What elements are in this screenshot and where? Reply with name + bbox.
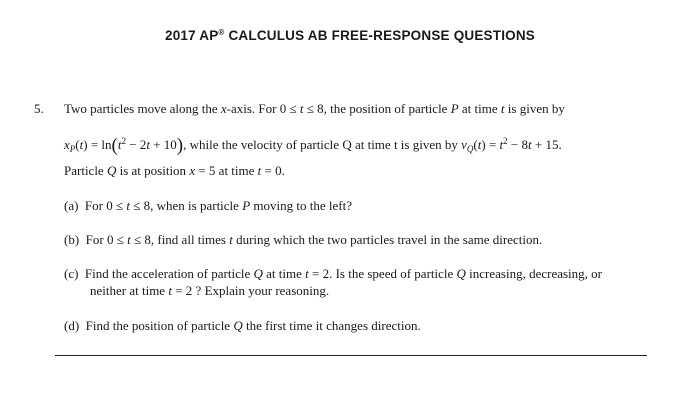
bottom-rule [55,355,647,356]
question-line-2: $x_P(t) = \ln(t^2 - 2t + 10)$, while the velocity of particle Q at time t is given by $v_Q(t) = t^2 - 8t + 15$. [64,135,562,156]
part-b: (b) For 0 ≤ t ≤ 8, find all times t during which the two particles travel in the same direction. [64,232,543,247]
part-d: (d) Find the position of particle Q the first time it changes direction. [64,318,421,333]
registered-mark: ® [218,28,225,37]
part-c-line-2: neither at time t = 2 ? Explain your reasoning. [90,283,330,298]
part-c-line-1: (c) Find the acceleration of particle Q at time t = 2. Is the speed of particle Q increasing, decreasing, or [64,266,603,281]
question-line-1: Two particles move along the x-axis. For 0 ≤ t ≤ 8, the position of particle P at time t is given by [64,101,565,116]
part-a: (a) For 0 ≤ t ≤ 8, when is particle P moving to the left? [64,198,352,213]
question-number: 5. [34,101,44,116]
page-title: 2017 AP® CALCULUS AB FREE-RESPONSE QUESTIONS [164,28,536,43]
question-line-3: Particle Q is at position x = 5 at time t = 0. [64,163,285,178]
